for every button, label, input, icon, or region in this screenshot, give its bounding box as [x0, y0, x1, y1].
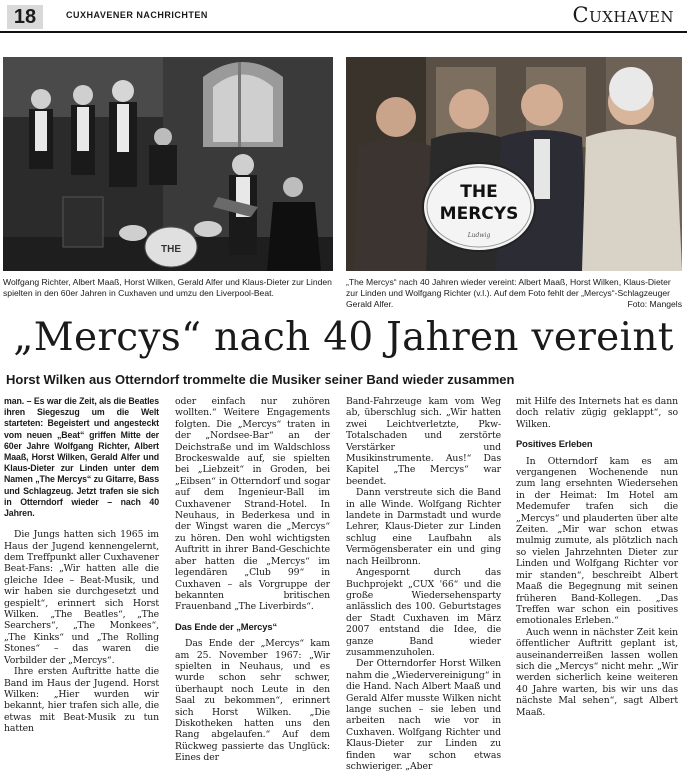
body-paragraph: mit Hilfe des Internets hat es dann doch relativ zügig geklappt“, so Wilken. [516, 396, 678, 430]
body-paragraph: Der Otterndorfer Horst Wilken nahm die „Wiedervereinigung“ in die Hand. Nach Albert Maaß und Gerald Alfer musste Wilken nicht lange suchen – sie leben und arbeiten nach wie vor in Cuxhaven. Wolfgang Richter und Klaus-Dieter zur Linden zu finden war schon etwas schwieriger. „Aber [346, 658, 502, 772]
photo-credit: Foto: Mangels [627, 299, 682, 309]
right-caption-text: „The Mercys“ nach 40 Jahren wieder vereint: Albert Maaß, Horst Wilken, Klaus-Dieter zur Linden und Wolfgang Richter (v.l.). Auf dem Foto fehlt der „Mercys“-Schlagzeuger Gerald Alfer. [346, 277, 671, 309]
article-column-2 [175, 396, 330, 764]
reunion-photo [346, 57, 682, 271]
section-title: Cuxhaven [572, 3, 674, 27]
body-paragraph: Auch wenn in nächster Zeit kein öffentlicher Auftritt geplant ist, auseinanderreißen lassen wollen sich die „Mercys“ nicht mehr. „Wir werden sicherlich keine weiteren 40 Jahre warten, bis wir uns das nächste Mal sehen“, sagt Albert Maaß. [516, 626, 678, 718]
article-column-3 [346, 396, 501, 772]
left-photo-caption: Wolfgang Richter, Albert Maaß, Horst Wilken, Gerald Alfer und Klaus-Dieter zur Linden spielten in den 60er Jahren in Cuxhaven und umzu den Liverpool-Beat. [3, 277, 332, 298]
body-paragraph: Dann verstreute sich die Band in alle Winde. Wolfgang Richter landete in Darmstadt und wurde Lehrer, Klaus-Dieter zur Linden schlug eine Laufbahn als Vermögensberater ein und ging nach Heilbronn. [346, 487, 501, 567]
drum-text: THE [161, 244, 181, 255]
body-paragraph: oder einfach nur zuhören wollten.“ Weitere Engagements folgten. Die „Mercys“ traten in der „Nordsee-Bar“ an der Deichstraße und im Waldschloss Brockeswalde auf, sie spielten bei „Liebzeit“ in Groden, bei „Eibsen“ in Otterndorf und sogar auf dem Ingenieur-Ball im Cuxhavener Strand-Hotel. In Neuhaus, in Bederkesa und in der Wingst waren die „Mercys“ zu hören. Den wohl wichtigsten Auftritt in ihrer Band-Geschichte aber hatten die „Mercys“ im legendären „Club 99“ in Cuxhaven – als Vorgruppe der bekannten britischen Frauenband „The Liverbirds“. [175, 396, 330, 613]
body-paragraph: Die Jungs hatten sich 1965 im Haus der Jugend kennengelernt, dem Treffpunkt aller Cuxhavener Beat-Fans: „Wir hatten alle die gleiche Idee – Beat-Musik, und wir haben sie durchgesetzt und gespielt“, erinnert sich Horst Wilken. „The Beatles“, „The Searchers“, „The Monkees“, „The Kinks“ und „The Rolling Stones“ – das waren die Vorbilder der „Mercys“. [4, 529, 159, 666]
sign-small: Ludwig [467, 232, 491, 239]
body-paragraph: Das Ende der „Mercys“ kam am 25. November 1967: „Wir spielten in Neuhaus, und es wurde schon sehr schwer, überhaupt noch Leute in den Saal zu bekommen“, erinnert sich Horst Wilken. „Die Diskotheken hatten uns den Rang abgelaufen.“ Auf dem Rückweg passierte das Unglück: Eines der [175, 638, 330, 764]
page-header [0, 0, 687, 34]
article-column-1 [4, 396, 159, 735]
newspaper-name: CUXHAVENER NACHRICHTEN [66, 10, 208, 20]
section-subheading: Das Ende der „Mercys“ [175, 620, 278, 632]
section-subheading: Positives Erleben [516, 438, 593, 450]
sign-line-1: THE [460, 182, 498, 202]
band-60s-photo [3, 57, 333, 271]
sign-line-2: MERCYS [439, 204, 519, 224]
right-photo-caption [346, 277, 682, 310]
page-number: 18 [7, 5, 43, 29]
body-paragraph: Angespornt durch das Buchprojekt „CUX '66“ und die große Wiedersehensparty anlässlich des 100. Geburtstages der Stadt Cuxhaven im März 2007 entstand die Idee, die ganze Band wieder zusammenzuholen. [346, 567, 501, 658]
article-column-4 [516, 396, 678, 718]
body-paragraph: Band-Fahrzeuge kam vom Weg ab, überschlug sich. „Wir hatten zwei Leichtverletzte, Pkw-Totalschaden und zerstörte Verstärker und Musikinstrumente. Aus!“ Das Kapitel „The Mercys“ war beendet. [346, 396, 501, 487]
body-paragraph: In Otterndorf kam es am vergangenen Wochenende nun zum lang ersehnten Wiedersehen in der Heimat: Im Hotel am Medemufer trafen sich die „Mercys“ und plauderten über alte Zeiten. „Mir war schon etwas mulmig zumute, als plötzlich nach so vielen Jahrzehnten Dieter zur Linden und Wolfgang Richter vor mir standen“, beschreibt Albert Maaß die Begegnung mit seinen früheren Band-Kollegen. „Das Treffen war schon ein positives emotionales Erleben.“ [516, 455, 678, 627]
subheadline: Horst Wilken aus Otterndorf trommelte die Musiker seiner Band wieder zusammen [6, 372, 515, 387]
lead-paragraph: man. – Es war die Zeit, als die Beatles ihren Siegeszug um die Welt starteten: Begeistert und angesteckt vom neuen „Beat“ griffen Mitte der 60er Jahre Wolfgang Richter, Albert Maaß, Horst Wilken, Gerald Alfer und Klaus-Dieter zur Linden unter dem Namen „The Mercys“ zu Gitarre, Bass und Schlagzeug. Jetzt trafen sie sich in Otterndorf wieder – nach 40 Jahren. [4, 396, 159, 519]
headline: „Mercys“ nach 40 Jahren vereint [13, 315, 674, 360]
header-rule [0, 31, 687, 33]
body-paragraph: Ihre ersten Auftritte hatte die Band im Haus der Jugend. Horst Wilken: „Hier wurden wir bekannt, hier trafen sich alle, die etwas mit Beat-Musik zu tun hatten [4, 666, 159, 735]
